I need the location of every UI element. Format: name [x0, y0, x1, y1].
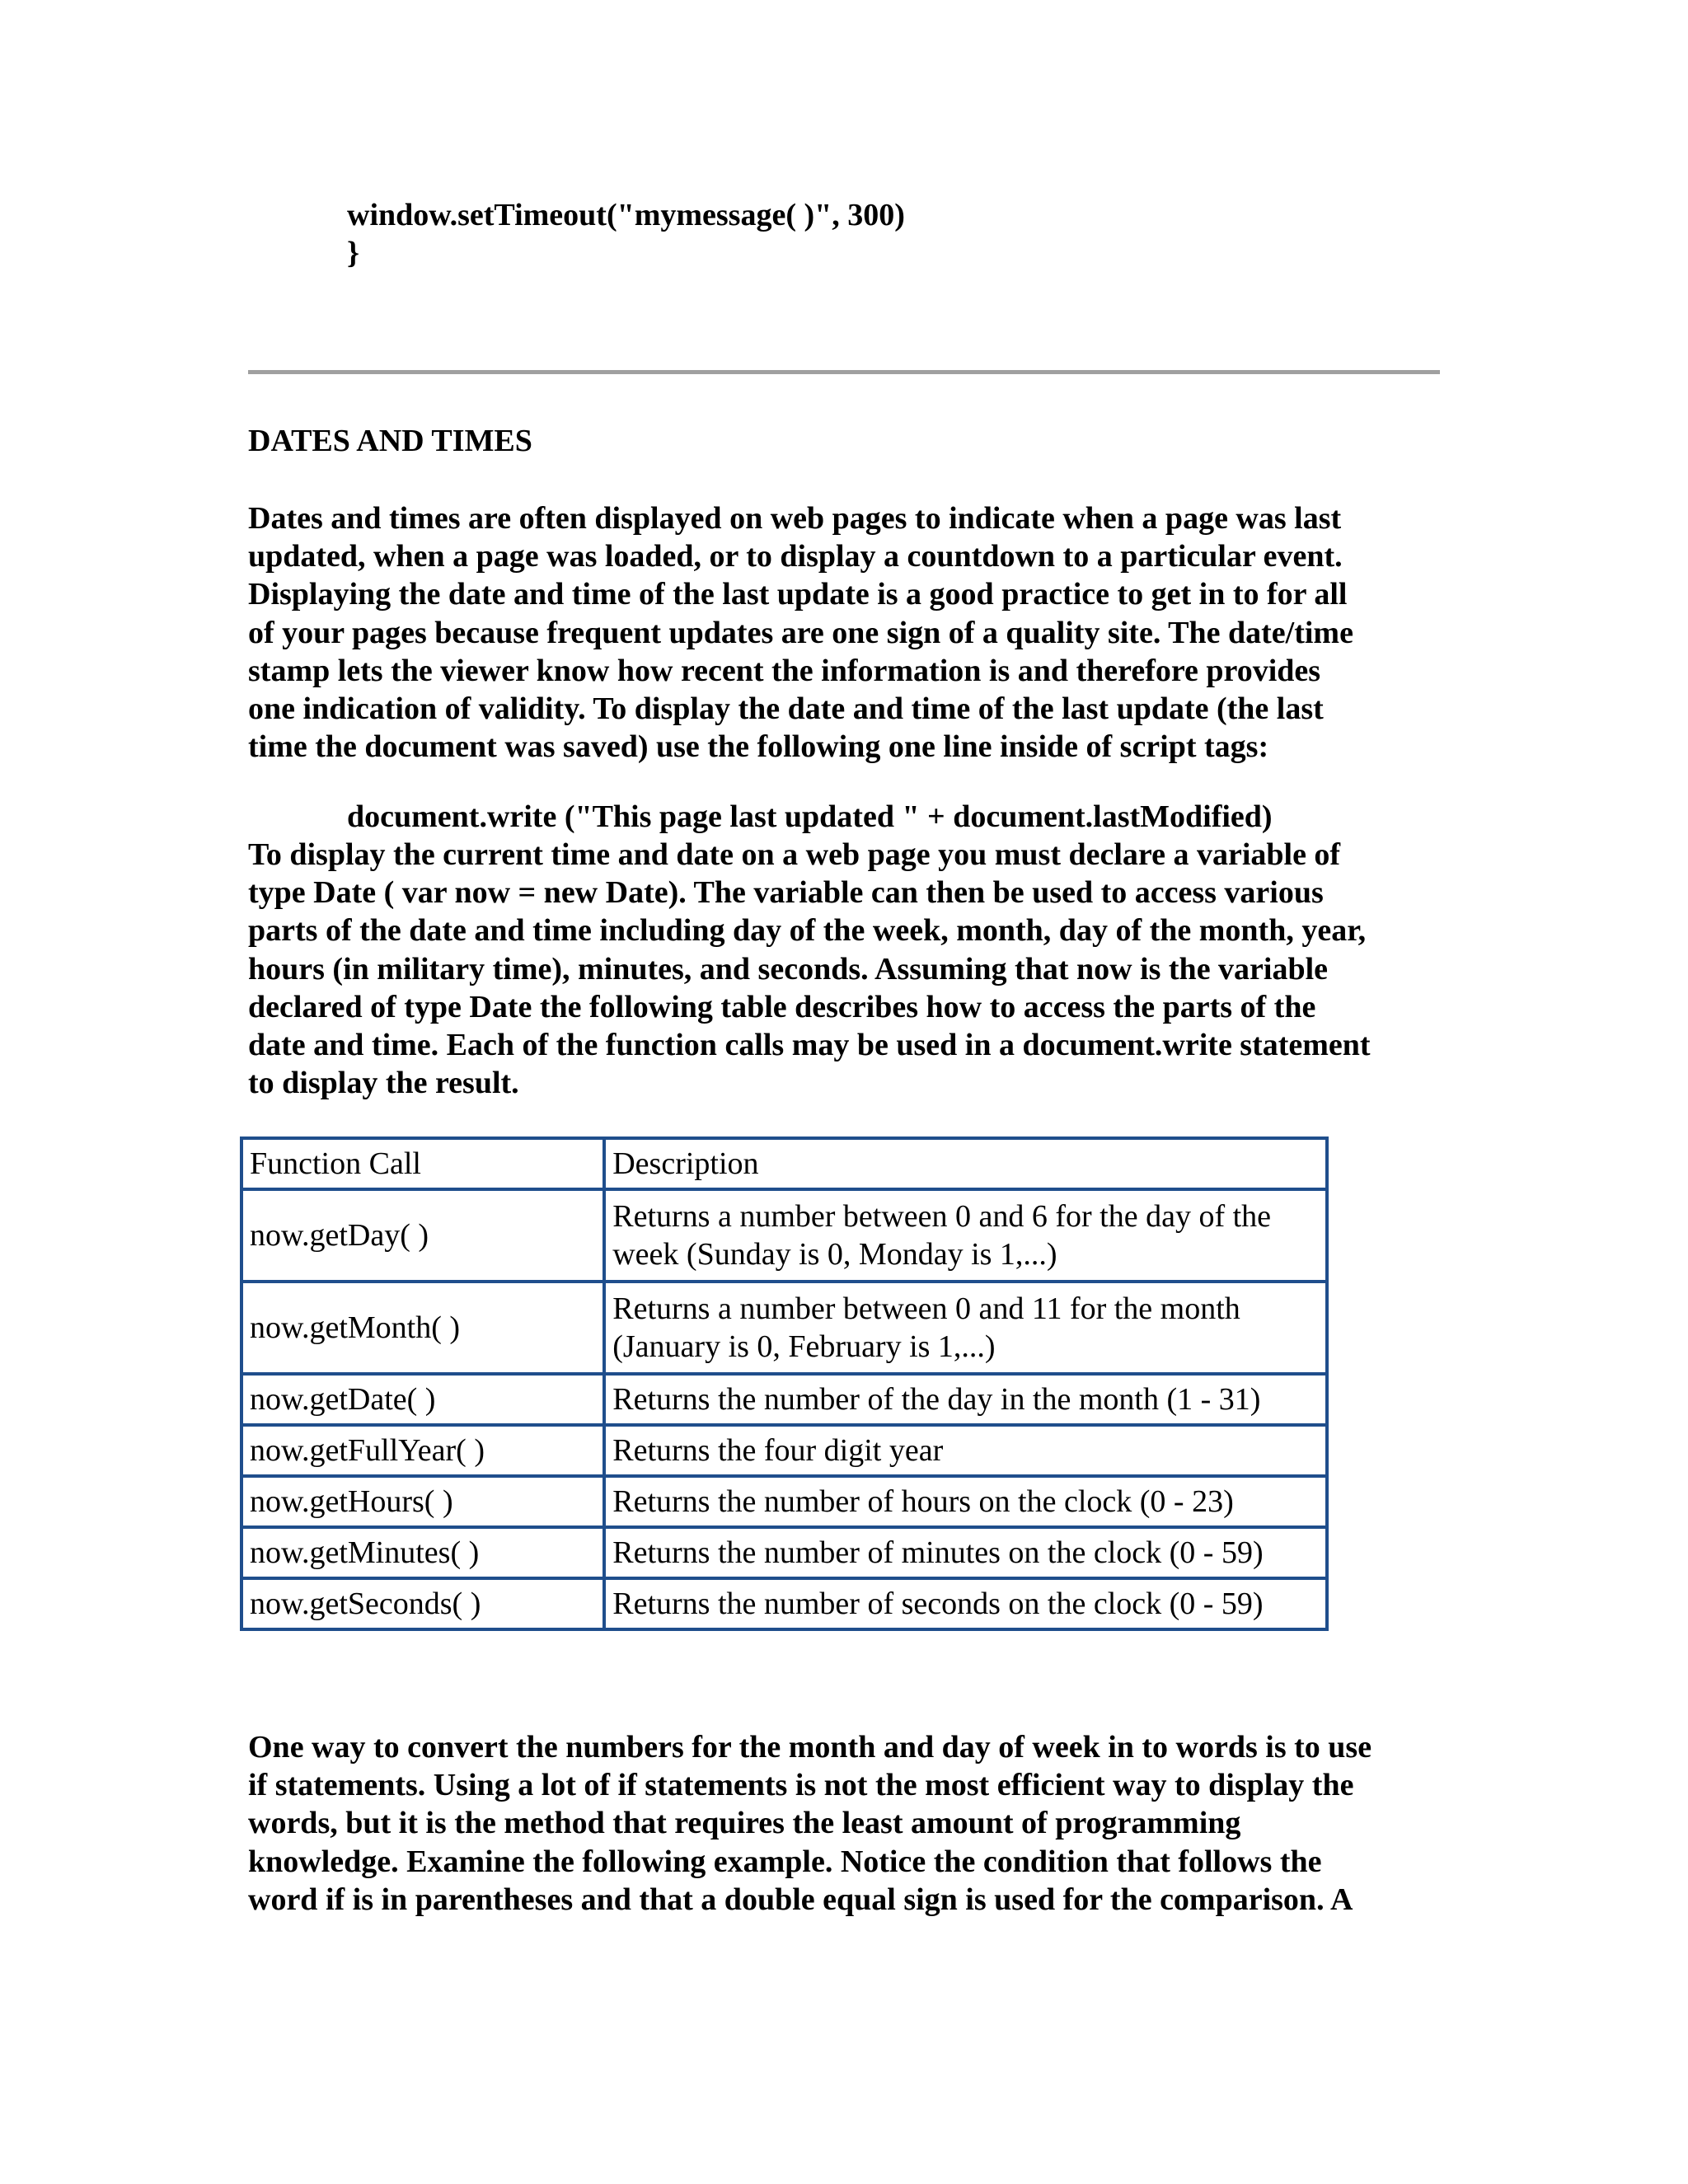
text-line: Dates and times are often displayed on web pages to indicate when a page was last — [248, 501, 1342, 536]
description-cell: Returns the number of minutes on the clock (0 - 59) — [604, 1527, 1327, 1578]
text-line: words, but it is the method that requires the least amount of programming — [248, 1806, 1241, 1841]
text-line: to display the result. — [248, 1066, 519, 1101]
text-line: Displaying the date and time of the last update is a good practice to get in to for all — [248, 577, 1348, 612]
code-snippet-lastmodified: document.write ("This page last updated " + document.lastModified) — [347, 799, 1273, 834]
description-cell — [604, 1282, 1327, 1374]
text-line: type Date ( var now = new Date). The variable can then be used to access various — [248, 875, 1324, 911]
text-line: parts of the date and time including day of the week, month, day of the month, year, — [248, 913, 1367, 949]
function-call-cell: now.getHours( ) — [241, 1476, 604, 1527]
description-cell — [604, 1189, 1327, 1282]
function-call-cell: now.getMonth( ) — [241, 1282, 604, 1374]
text-line: word if is in parentheses and that a double equal sign is used for the comparison. A — [248, 1882, 1353, 1917]
table-row — [241, 1476, 1327, 1527]
text-line: date and time. Each of the function calls may be used in a document.write statement — [248, 1028, 1371, 1063]
table-header-row — [241, 1138, 1327, 1189]
description-line: Returns a number between 0 and 11 for the month — [612, 1291, 1240, 1326]
table-header-cell: Description — [604, 1138, 1327, 1189]
table-row — [241, 1374, 1327, 1425]
text-line: To display the current time and date on a web page you must declare a variable of — [248, 837, 1341, 872]
date-functions-table — [240, 1137, 1329, 1631]
description-cell: Returns the four digit year — [604, 1425, 1327, 1476]
text-line: declared of type Date the following table describes how to access the parts of the — [248, 989, 1316, 1024]
text-line: stamp lets the viewer know how recent the information is and therefore provides — [248, 653, 1321, 688]
intro-paragraph — [248, 499, 1451, 766]
horizontal-divider — [248, 370, 1440, 374]
code-snippet-settimeout — [347, 196, 905, 272]
code-line: } — [347, 236, 359, 270]
function-call-cell: now.getDay( ) — [241, 1189, 604, 1282]
if-statements-paragraph — [248, 1728, 1451, 1919]
table-row — [241, 1578, 1327, 1629]
description-line: week (Sunday is 0, Monday is 1,...) — [612, 1237, 1057, 1272]
function-call-cell: now.getFullYear( ) — [241, 1425, 604, 1476]
description-cell: Returns the number of seconds on the clock (0 - 59) — [604, 1578, 1327, 1629]
function-call-cell: now.getMinutes( ) — [241, 1527, 604, 1578]
code-line: window.setTimeout("mymessage( )", 300) — [347, 198, 905, 232]
text-line: updated, when a page was loaded, or to display a countdown to a particular event. — [248, 539, 1343, 574]
function-call-cell: now.getDate( ) — [241, 1374, 604, 1425]
description-line: (January is 0, February is 1,...) — [612, 1329, 996, 1364]
description-cell: Returns the number of hours on the clock (0 - 23) — [604, 1476, 1327, 1527]
text-line: hours (in military time), minutes, and seconds. Assuming that now is the variable — [248, 951, 1329, 987]
text-line: time the document was saved) use the following one line inside of script tags: — [248, 729, 1269, 765]
date-variable-paragraph — [248, 836, 1451, 1102]
function-call-cell: now.getSeconds( ) — [241, 1578, 604, 1629]
table-row — [241, 1527, 1327, 1578]
text-line: One way to convert the numbers for the month and day of week in to words is to use — [248, 1730, 1372, 1765]
table-row — [241, 1282, 1327, 1374]
description-line: Returns a number between 0 and 6 for the day of the — [612, 1199, 1272, 1234]
text-line: of your pages because frequent updates are one sign of a quality site. The date/time — [248, 615, 1353, 650]
description-cell: Returns the number of the day in the month (1 - 31) — [604, 1374, 1327, 1425]
table-header-cell: Function Call — [241, 1138, 604, 1189]
table-row — [241, 1425, 1327, 1476]
text-line: one indication of validity. To display the date and time of the last update (the last — [248, 691, 1324, 727]
table-row — [241, 1189, 1327, 1282]
section-heading: DATES AND TIMES — [248, 424, 532, 458]
text-line: knowledge. Examine the following example. Notice the condition that follows the — [248, 1844, 1322, 1879]
text-line: if statements. Using a lot of if statements is not the most efficient way to display the — [248, 1768, 1354, 1803]
